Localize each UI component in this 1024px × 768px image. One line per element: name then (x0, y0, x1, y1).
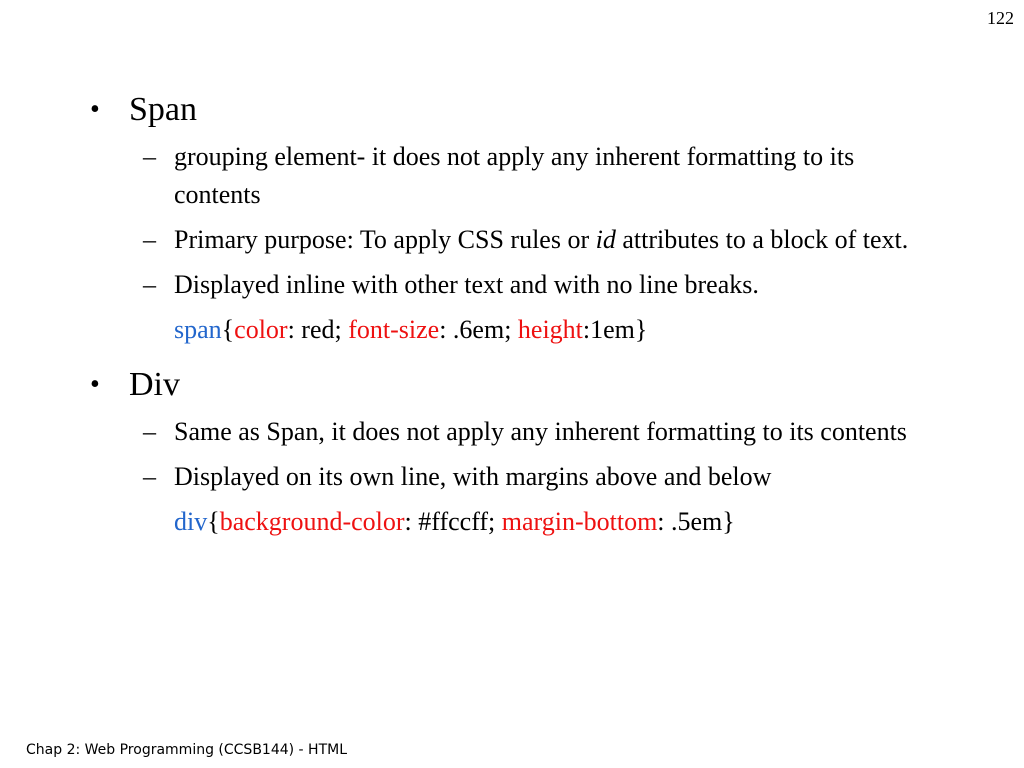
css-code-example (0, 311, 1024, 349)
bullet-heading: Span (129, 91, 197, 128)
page-number: 122 (987, 8, 1014, 28)
css-value: : .6em; (439, 315, 518, 344)
css-property: color (234, 315, 288, 344)
slide-content (0, 88, 1024, 555)
bullet-span (0, 88, 1024, 132)
sub-item-text-after: attributes to a block of text. (615, 225, 909, 254)
sub-item (0, 221, 1024, 259)
css-property: height (517, 315, 583, 344)
sub-item-text: Displayed inline with other text and with no line breaks. (174, 270, 759, 299)
div-sub-list (0, 413, 1024, 541)
sub-item-text: Displayed on its own line, with margins above and below (174, 462, 772, 491)
sub-item-text: Same as Span, it does not apply any inherent formatting to its contents (174, 417, 907, 446)
dash-icon: – (143, 417, 156, 446)
css-value: :1em} (582, 315, 648, 344)
sub-item-text-before: Primary purpose: To apply CSS rules or (174, 225, 596, 254)
slide-footer: Chap 2: Web Programming (CCSB144) - HTML (26, 742, 348, 758)
dash-icon: – (143, 270, 156, 299)
css-selector: span (174, 315, 222, 344)
bullet-div (0, 363, 1024, 407)
css-brace: { (207, 507, 220, 536)
sub-item (0, 413, 1024, 451)
bullet-dot-icon: • (90, 94, 100, 125)
dash-icon: – (143, 142, 156, 171)
bullet-heading: Div (129, 366, 180, 403)
css-code-example (0, 503, 1024, 541)
sub-item-italic: id (595, 225, 616, 254)
css-property: font-size (348, 315, 440, 344)
css-property: margin-bottom (501, 507, 658, 536)
sub-item (0, 138, 1024, 214)
css-brace: { (221, 315, 235, 344)
span-sub-list (0, 138, 1024, 349)
css-value: : #ffccff; (404, 507, 502, 536)
css-value: : red; (287, 315, 349, 344)
sub-item-text: grouping element- it does not apply any inherent formatting to its contents (174, 142, 855, 209)
dash-icon: – (143, 462, 156, 491)
sub-item (0, 266, 1024, 304)
css-value: : .5em} (657, 507, 735, 536)
dash-icon: – (143, 225, 156, 254)
css-selector: div (174, 507, 208, 536)
bullet-dot-icon: • (90, 369, 100, 400)
sub-item (0, 458, 1024, 496)
css-property: background-color (219, 507, 405, 536)
